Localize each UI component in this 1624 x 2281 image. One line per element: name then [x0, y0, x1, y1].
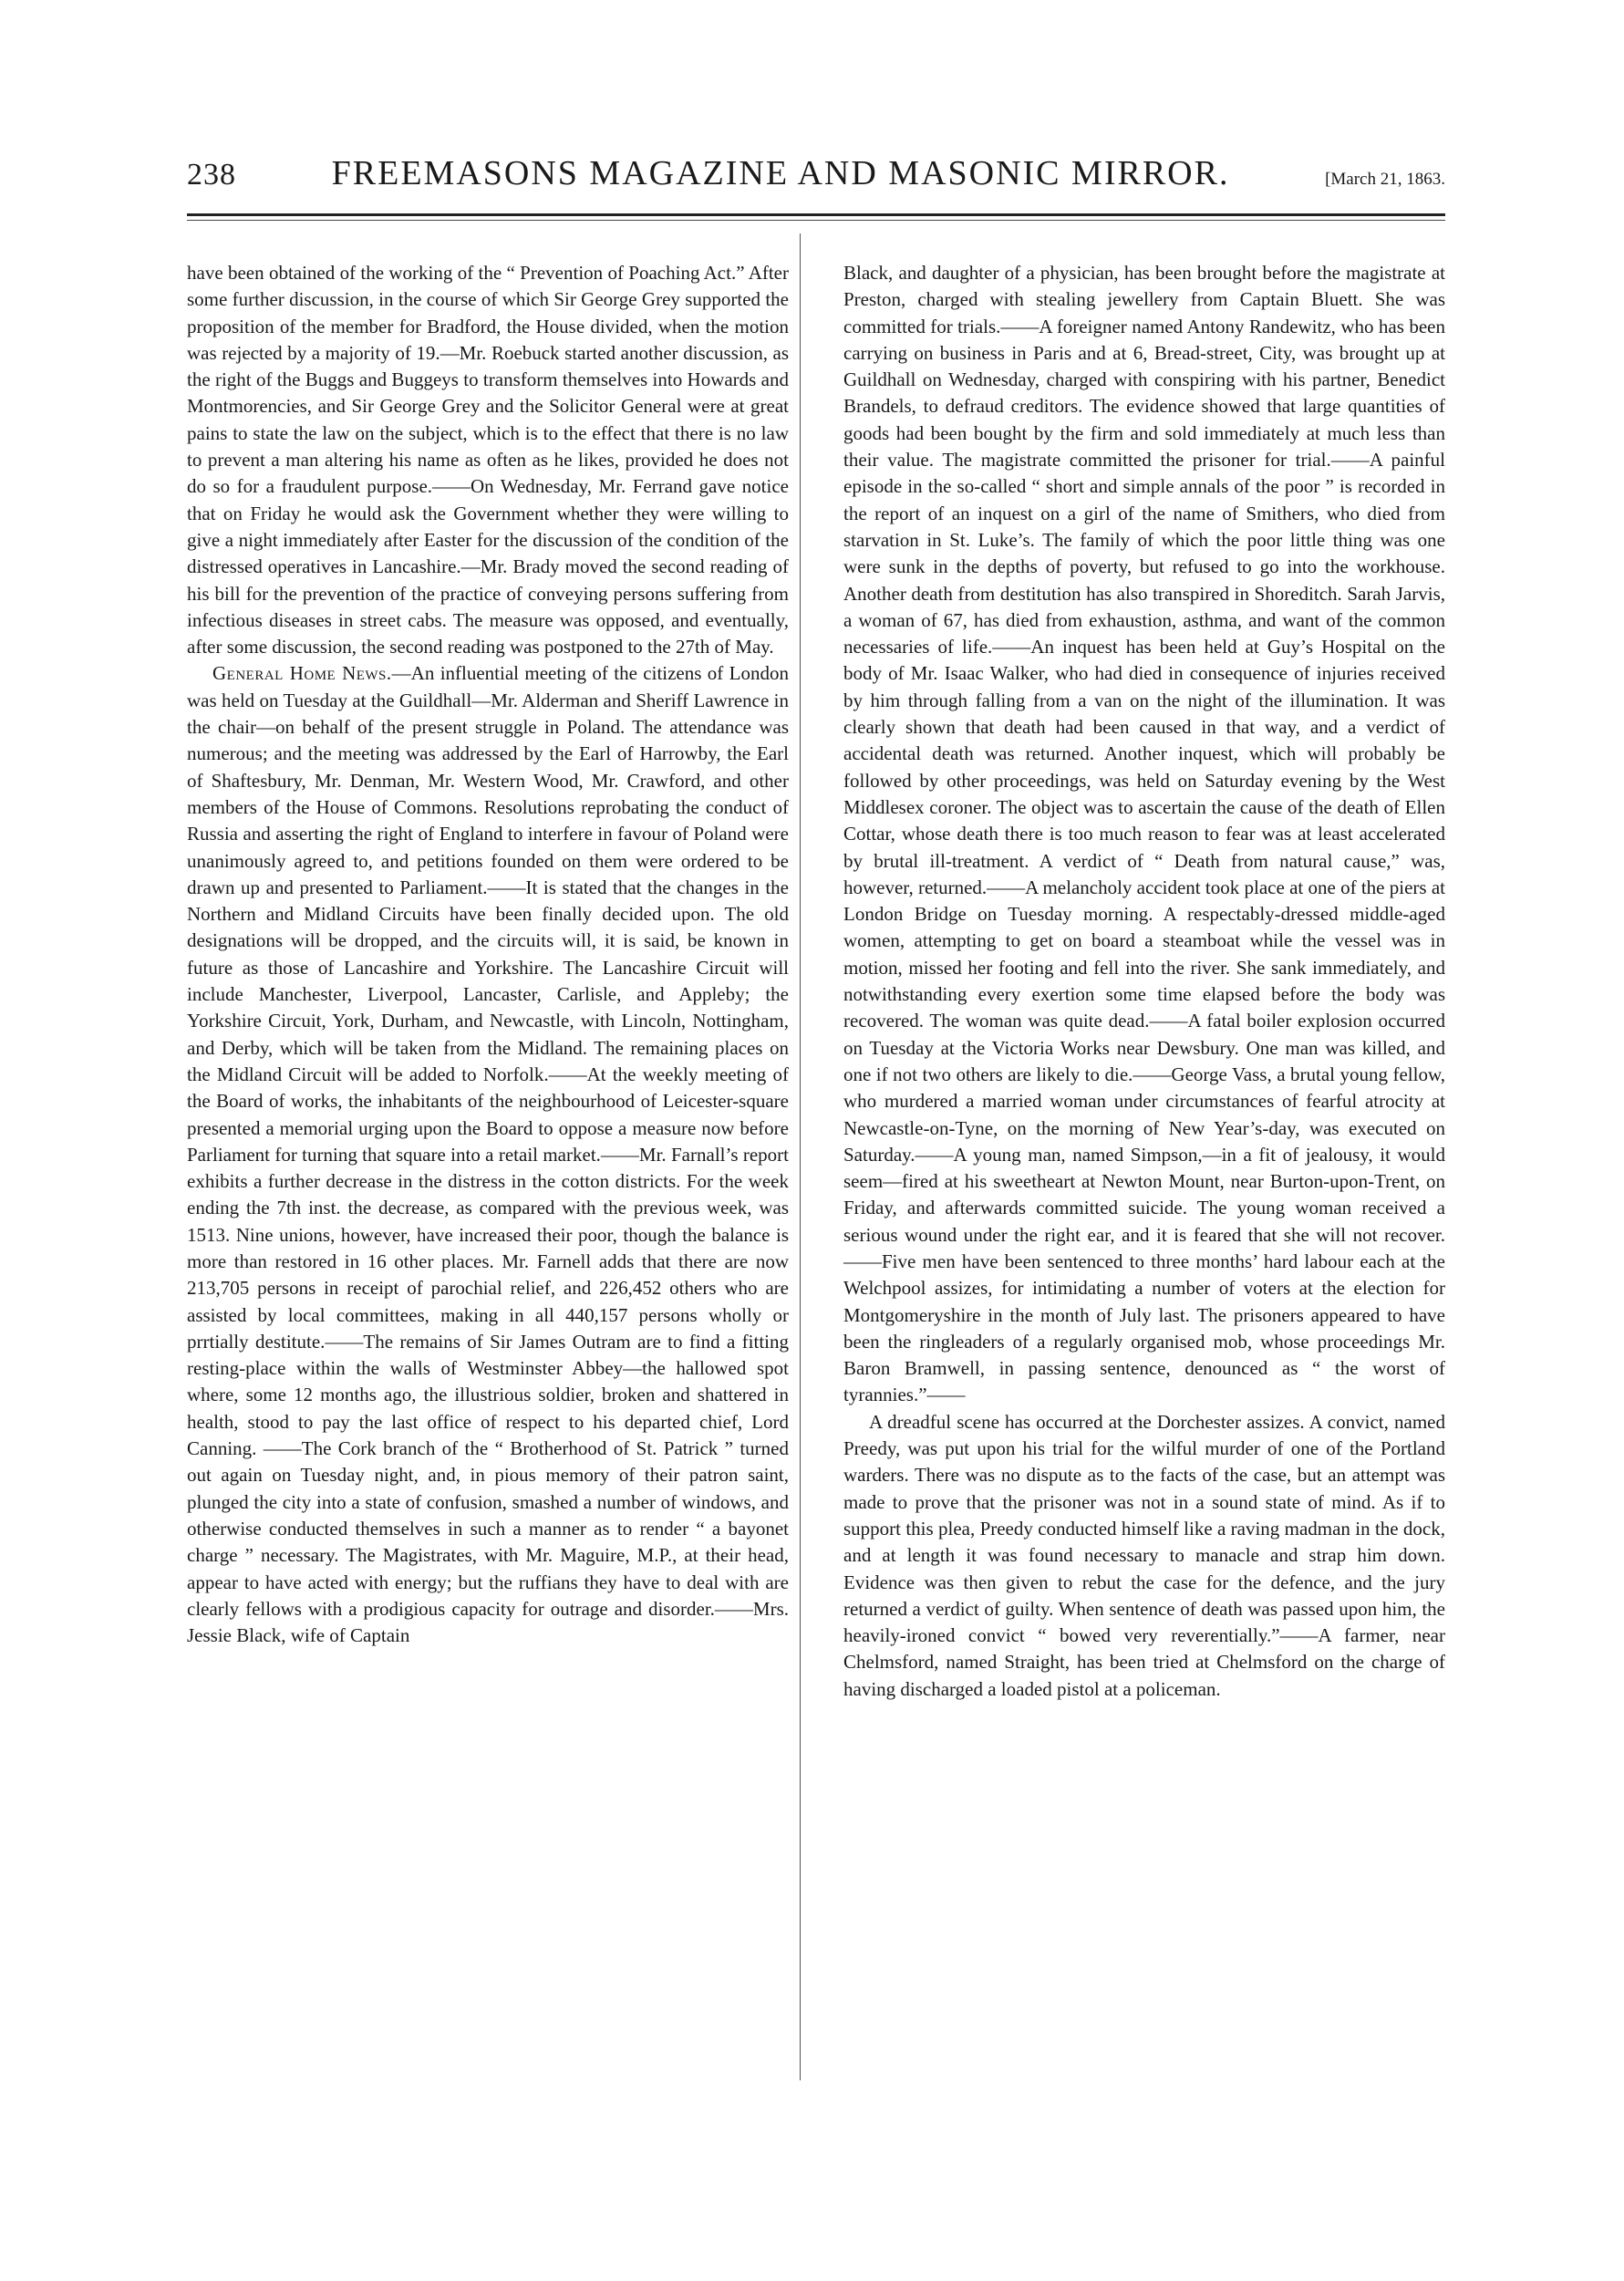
masthead-title: FREEMASONS MAGAZINE AND MASONIC MIRROR.: [331, 154, 1230, 192]
header-rule-thick: [187, 213, 1445, 216]
page-header: [187, 153, 1445, 208]
left-paragraph-1: have been obtained of the working of the “ Prevention of Poaching Act.” After some further discussion, in the course of which Sir George Grey supported the proposition of the member for Bradford, the House divided, when the motion was rejected by a majority of 19.—Mr. Roebuck started another discussion, as the right of the Buggs and Buggeys to transform themselves into Howards and Montmorencies, and Sir George Grey and the Solicitor General were at great pains to state the law on the subject, which is to the effect that there is no law to prevent a man altering his name as often as he likes, provided he does not do so for a fraudulent purpose.——On Wednesday, Mr. Ferrand gave notice that on Friday he would ask the Government whether they were willing to give a night immediately after Easter for the discussion of the condition of the distressed operatives in Lancashire.—Mr. Brady moved the second reading of his bill for the prevention of the practice of conveying persons suffering from infectious diseases in street cabs. The measure was opposed, and eventually, after some discussion, the second reading was postponed to the 27th of May.: [187, 262, 789, 658]
section-heading-general-home-news: General Home News.: [212, 662, 392, 685]
right-column: [843, 260, 1445, 1703]
issue-date: [March 21, 1863.: [1325, 170, 1445, 189]
page-number: 238: [187, 158, 236, 192]
column-divider: [800, 233, 801, 2080]
header-rule-thin: [187, 220, 1445, 221]
right-paragraph-2: A dreadful scene has occurred at the Dorchester assizes. A convict, named Preedy, was put upon his trial for the wilful murder of one of the Portland warders. There was no dispute as to the facts of the case, but an attempt was made to prove that the prisoner was not in a sound state of mind. As if to support this plea, Preedy conducted himself like a raving madman in the dock, and at length it was found necessary to manacle and strap him down. Evidence was then given to rebut the case for the defence, and the jury returned a verdict of guilty. When sentence of death was passed upon him, the heavily-ironed convict “ bowed very reverentially.”——A farmer, near Chelmsford, named Straight, has been tried at Chelmsford on the charge of having discharged a loaded pistol at a policeman.: [843, 1410, 1445, 1700]
left-paragraph-2: [187, 660, 789, 1649]
right-paragraph-1: Black, and daughter of a physician, has been brought before the magistrate at Preston, charged with stealing jewellery from Captain Bluett. She was committed for trials.——A foreigner named Antony Randewitz, who has been carrying on business in Paris and at 6, Bread-street, City, was brought up at Guildhall on Wednesday, charged with conspiring with his partner, Benedict Brandels, to defraud creditors. The evidence showed that large quantities of goods had been bought by the firm and sold immediately at much less than their value. The magistrate committed the prisoner for trial.——A painful episode in the so-called “ short and simple annals of the poor ” is recorded in the report of an inquest on a girl of the name of Smithers, who died from starvation in St. Luke’s. The family of which the poor little thing was one were sunk in the depths of poverty, but refused to go into the workhouse. Another death from destitution has also transpired in Shoreditch. Sarah Jarvis, a woman of 67, has died from exhaustion, asthma, and want of the common necessaries of life.——An inquest has been held at Guy’s Hospital on the body of Mr. Isaac Walker, who had died in consequence of injuries received by him through falling from a van on the night of the illumination. It was clearly shown that death had been caused in that way, and a verdict of accidental death was returned. Another inquest, which will probably be followed by other proceedings, was held on Saturday evening by the West Middlesex coroner. The object was to ascertain the cause of the death of Ellen Cottar, whose death there is too much reason to fear was at least accelerated by brutal ill-treatment. A verdict of “ Death from natural cause,” was, however, returned.——A melancholy accident took place at one of the piers at London Bridge on Tuesday morning. A respectably-dressed middle-aged women, attempting to get on board a steamboat while the vessel was in motion, missed her footing and fell into the river. She sank immediately, and notwithstanding every exertion some time elapsed before the body was recovered. The woman was quite dead.——A fatal boiler explosion occurred on Tuesday at the Victoria Works near Dewsbury. One man was killed, and one if not two others are likely to die.——George Vass, a brutal young fellow, who murdered a married woman under circumstances of fearful atrocity at Newcastle-on-Tyne, on the morning of New Year’s-day, was executed on Saturday.——A young man, named Simpson,—in a fit of jealousy, it would seem—fired at his sweetheart at Newton Mount, near Burton-upon-Trent, on Friday, and afterwards committed suicide. The young woman received a serious wound under the right ear, and it is feared that she will not recover.——Five men have been sentenced to three months’ hard labour each at the Welchpool assizes, for intimidating a number of voters at the election for Montgomeryshire in the month of July last. The prisoners appeared to have been the ringleaders of a regularly organised mob, whose proceedings Mr. Baron Bramwell, in passing sentence, denounced as “ the worst of tyrannies.”——: [843, 262, 1445, 1406]
left-column: [187, 260, 789, 1649]
left-paragraph-2-body: —An influential meeting of the citizens of London was held on Tuesday at the Guildhall—Mr. Alderman and Sheriff Lawrence in the chair—on behalf of the present struggle in Poland. The attendance was numerous; and the meeting was addressed by the Earl of Harrowby, the Earl of Shaftesbury, Mr. Denman, Mr. Western Wood, Mr. Crawford, and other members of the House of Commons. Resolutions reprobating the conduct of Russia and asserting the right of England to interfere in favour of Poland were unanimously agreed to, and petitions founded on them were ordered to be drawn up and presented to Parliament.——It is stated that the changes in the Northern and Midland Circuits have been finally decided upon. The old designations will be dropped, and the circuits will, it is said, be known in future as those of Lancashire and Yorkshire. The Lancashire Circuit will include Manchester, Liverpool, Lancaster, Carlisle, and Appleby; the Yorkshire Circuit, York, Durham, and Newcastle, with Lincoln, Nottingham, and Derby, which will be taken from the Midland. The remaining places on the Midland Circuit will be added to Norfolk.——At the weekly meeting of the Board of works, the inhabitants of the neighbourhood of Leicester-square presented a memorial urging upon the Board to oppose a measure now before Parliament for turning that square into a retail market.——Mr. Farnall’s report exhibits a further decrease in the distress in the cotton districts. For the week ending the 7th inst. the decrease, as compared with the previous week, was 1513. Nine unions, however, have increased their poor, though the balance is more than restored in 16 other places. Mr. Farnell adds that there are now 213,705 persons in receipt of parochial relief, and 226,452 others who are assisted by local committees, making in all 440,157 persons wholly or prrtially destitute.——The remains of Sir James Outram are to find a fitting resting-place within the walls of Westminster Abbey—the hallowed spot where, some 12 months ago, the illustrious soldier, broken and shattered in health, stood to pay the last office of respect to his departed chief, Lord Canning. ——The Cork branch of the “ Brotherhood of St. Patrick ” turned out again on Tuesday night, and, in pious memory of their patron saint, plunged the city into a state of confusion, smashed a number of windows, and otherwise conducted themselves in such a manner as to render “ a bayonet charge ” necessary. The Magistrates, with Mr. Maguire, M.P., at their head, appear to have acted with energy; but the ruffians they have to deal with are clearly fellows with a prodigious capacity for outrage and disorder.——Mrs. Jessie Black, wife of Captain: [187, 662, 789, 1647]
